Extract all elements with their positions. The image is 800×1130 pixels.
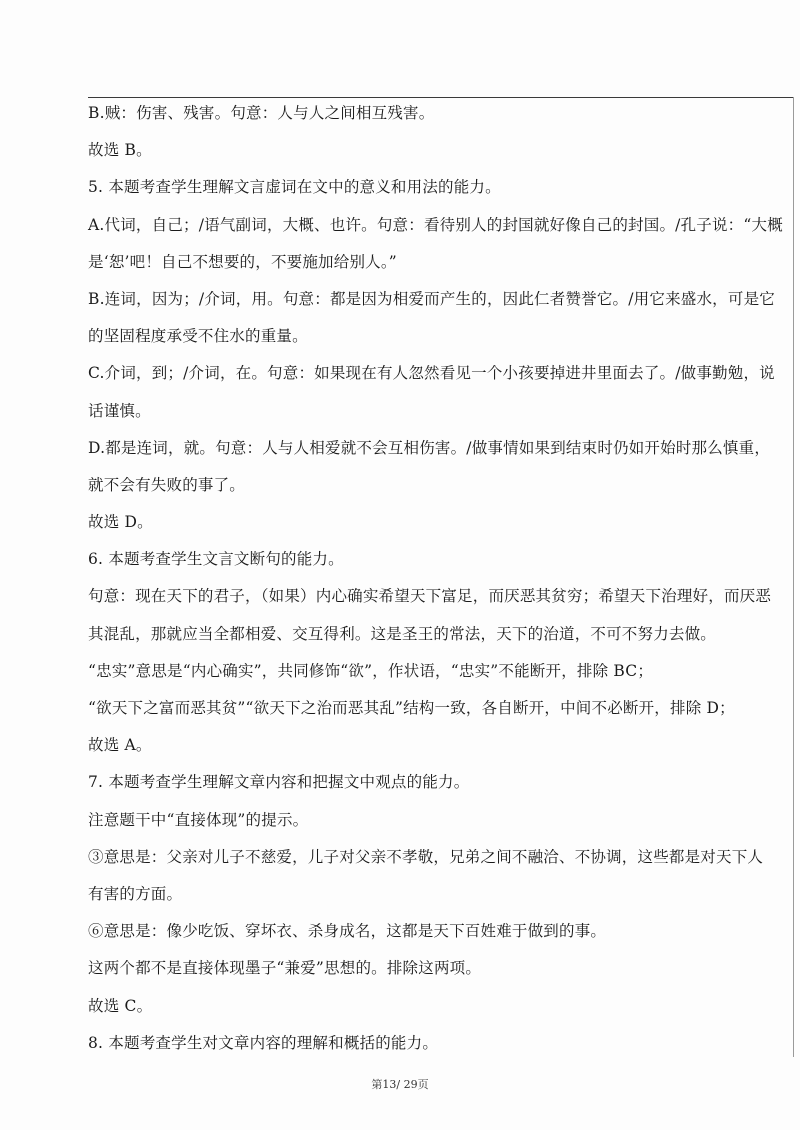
question-heading: 8. 本题考查学生对文章内容的理解和概括的能力。 xyxy=(88,1033,439,1052)
text-line: ⑥意思是：像少吃饭、穿坏衣、杀身成名，这都是天下百姓难于做到的事。 xyxy=(88,922,607,941)
text-line: “欲天下之富而恶其贫”“欲天下之治而恶其乱”结构一致，各自断开，中间不必断开，排除 D； xyxy=(88,699,735,717)
text-line: B.连词，因为；/介词，用。句意：都是因为相爱而产生的，因此仁者赞誉它。/用它来盛水，可是它 xyxy=(88,289,775,308)
text-line: 的坚固程度承受不住水的重量。 xyxy=(88,327,308,346)
answer-content xyxy=(88,101,788,1055)
text-line: 故选 C。 xyxy=(88,996,153,1015)
text-line: ③意思是：父亲对儿子不慈爱，儿子对父亲不孝敬，兄弟之间不融洽、不协调，这些都是对天下人 xyxy=(88,847,764,866)
text-line: C.介词，到；/介词，在。句意：如果现在有人忽然看见一个小孩要掉进井里面去了。/做事勤勉，说 xyxy=(88,364,775,383)
question-heading: 7. 本题考查学生理解文章内容和把握文中观点的能力。 xyxy=(88,773,470,792)
text-line: 句意：现在天下的君子，（如果）内心确实希望天下富足，而厌恶其贫穷；希望天下治理好，而厌恶 xyxy=(88,587,772,606)
text-line: 这两个都不是直接体现墨子“兼爱”思想的。排除这两项。 xyxy=(88,959,482,978)
question-heading: 6. 本题考查学生文言文断句的能力。 xyxy=(88,550,344,569)
text-line: 话谨慎。 xyxy=(88,401,151,420)
text-line: “忠实”意思是“内心确实”，共同修饰“欲”，作状语，“忠实”不能断开，排除 BC； xyxy=(88,661,654,680)
text-line: 故选 B。 xyxy=(88,141,152,160)
text-line: 是‘恕’吧！自己不想要的，不要施加给别人。” xyxy=(88,252,397,271)
text-line: 就不会有失败的事了。 xyxy=(88,475,246,494)
text-line: D.都是连词，就。句意：人与人相爱就不会互相伤害。/做事情如果到结束时仍如开始时那么慎重， xyxy=(88,438,771,457)
question-heading: 5. 本题考查学生理解文言虚词在文中的意义和用法的能力。 xyxy=(88,178,501,197)
text-line: A.代词，自己；/语气副词，大概、也许。句意：看待别人的封国就好像自己的封国。/孔子说：“大概 xyxy=(88,215,783,234)
text-line: 故选 D。 xyxy=(88,513,153,532)
right-rule xyxy=(793,97,794,1057)
text-line: B.贼：伤害、残害。句意：人与人之间相互残害。 xyxy=(88,104,435,122)
text-line: 有害的方面。 xyxy=(88,884,183,903)
text-line: 故选 A。 xyxy=(88,736,152,755)
page-number: 第13/ 29页 xyxy=(371,1078,429,1091)
top-rule xyxy=(88,97,794,98)
text-line: 注意题干中“直接体现”的提示。 xyxy=(88,810,309,829)
text-line: 其混乱，那就应当全都相爱、交互得利。这是圣王的常法，天下的治道，不可不努力去做。 xyxy=(88,624,717,643)
